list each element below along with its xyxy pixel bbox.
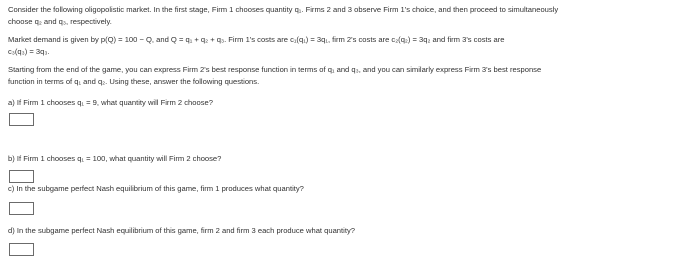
intro-paragraph bbox=[8, 4, 692, 27]
question-a-text: a) If Firm 1 chooses q₁ = 9, what quantity will Firm 2 choose? bbox=[8, 98, 213, 107]
answer-b-input[interactable] bbox=[9, 170, 34, 183]
demand-paragraph bbox=[8, 34, 692, 57]
demand-line-2: c₃(q₃) = 3q₃. bbox=[8, 46, 50, 56]
best-response-line-1: Starting from the end of the game, you can express Firm 2's best response function in terms of q₁ and q₃, and you can similarly express Firm 3's best response bbox=[8, 65, 542, 74]
question-d bbox=[8, 225, 692, 237]
answer-d-input[interactable] bbox=[9, 243, 34, 256]
question-b bbox=[8, 153, 692, 165]
best-response-paragraph bbox=[8, 64, 692, 87]
intro-line-1: Consider the following oligopolistic market. In the first stage, Firm 1 chooses quantity q₁. Firms 2 and 3 observe Firm 1's choice, and then proceed to simultaneously bbox=[8, 5, 559, 14]
question-c-text: c) In the subgame perfect Nash equilibrium of this game, firm 1 produces what quantity? bbox=[8, 184, 304, 193]
answer-a-input[interactable] bbox=[9, 113, 34, 126]
intro-line-2: choose q₂ and q₃, respectively. bbox=[8, 16, 112, 26]
demand-line-1: Market demand is given by p(Q) = 100 − Q, and Q = q₁ + q₂ + q₃. Firm 1's costs are c₁(q₁) = 3q₁, firm 2's costs are c₂(q₂) = 3q₂ and firm 3's costs are bbox=[8, 35, 505, 44]
question-c bbox=[8, 183, 692, 195]
question-a bbox=[8, 97, 692, 109]
question-b-text: b) If Firm 1 chooses q₁ = 100, what quantity will Firm 2 choose? bbox=[8, 154, 222, 163]
best-response-line-2: function in terms of q₁ and q₂. Using these, answer the following questions. bbox=[8, 76, 260, 86]
answer-c-input[interactable] bbox=[9, 202, 34, 215]
question-d-text: d) In the subgame perfect Nash equilibrium of this game, firm 2 and firm 3 each produce what quantity? bbox=[8, 226, 355, 235]
